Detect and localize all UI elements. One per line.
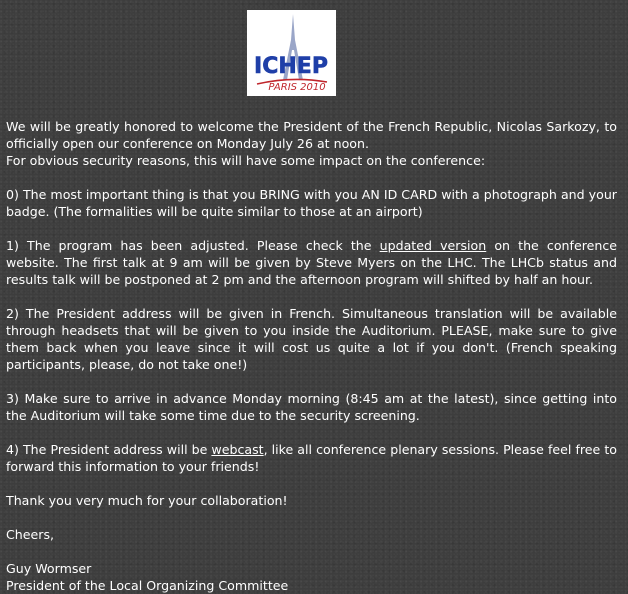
logo-text: ICHEP — [254, 54, 328, 79]
item-4-text-b: , like all conference plenary sessions. Please feel free to forward this information to your friends! — [6, 442, 617, 474]
signature-title: President of the Local Organizing Committee — [6, 578, 289, 593]
item-4 — [6, 441, 617, 475]
item-0: 0) The most important thing is that you BRING with you AN ID CARD with a photograph and your badge. (The formalities will be quite similar to those at an airport) — [6, 187, 617, 219]
intro-paragraph: We will be greatly honored to welcome the President of the French Republic, Nicolas Sarkozy, to officially open our conference on Monday July 26 at noon. — [6, 119, 617, 151]
logo-subtext: PARIS 2010 — [268, 82, 326, 93]
thanks-line: Thank you very much for your collaboration! — [6, 493, 288, 508]
cheers-line: Cheers, — [6, 527, 55, 542]
item-1-text-a: 1) The program has been adjusted. Please check the — [6, 238, 380, 253]
item-3: 3) Make sure to arrive in advance Monday morning (8:45 am at the latest), since getting into the Auditorium will take some time due to the security screening. — [6, 391, 617, 423]
intro-security-line: For obvious security reasons, this will have some impact on the conference: — [6, 153, 486, 168]
ichep-logo-graphic — [247, 10, 336, 96]
item-4-text-a: 4) The President address will be — [6, 442, 212, 457]
ichep-logo — [247, 10, 336, 96]
item-2: 2) The President address will be given in French. Simultaneous translation will be available through headsets that will be given to you inside the Auditorium. PLEASE, make sure to give them back when you leave since it will cost us quite a lot if you don't. (French speaking participants, please, do not take one!) — [6, 306, 617, 372]
announcement-body — [6, 118, 617, 594]
updated-version-link[interactable]: updated version — [379, 238, 487, 253]
item-1-text-b: on the conference website. The first talk at 9 am will be given by Steve Myers on the LHC. The LHCb status and results talk will be postponed at 2 pm and the afternoon program will shifted by half an hour. — [6, 238, 617, 287]
webcast-link[interactable]: webcast — [211, 442, 264, 457]
signature-name: Guy Wormser — [6, 561, 92, 576]
item-1 — [6, 237, 617, 288]
